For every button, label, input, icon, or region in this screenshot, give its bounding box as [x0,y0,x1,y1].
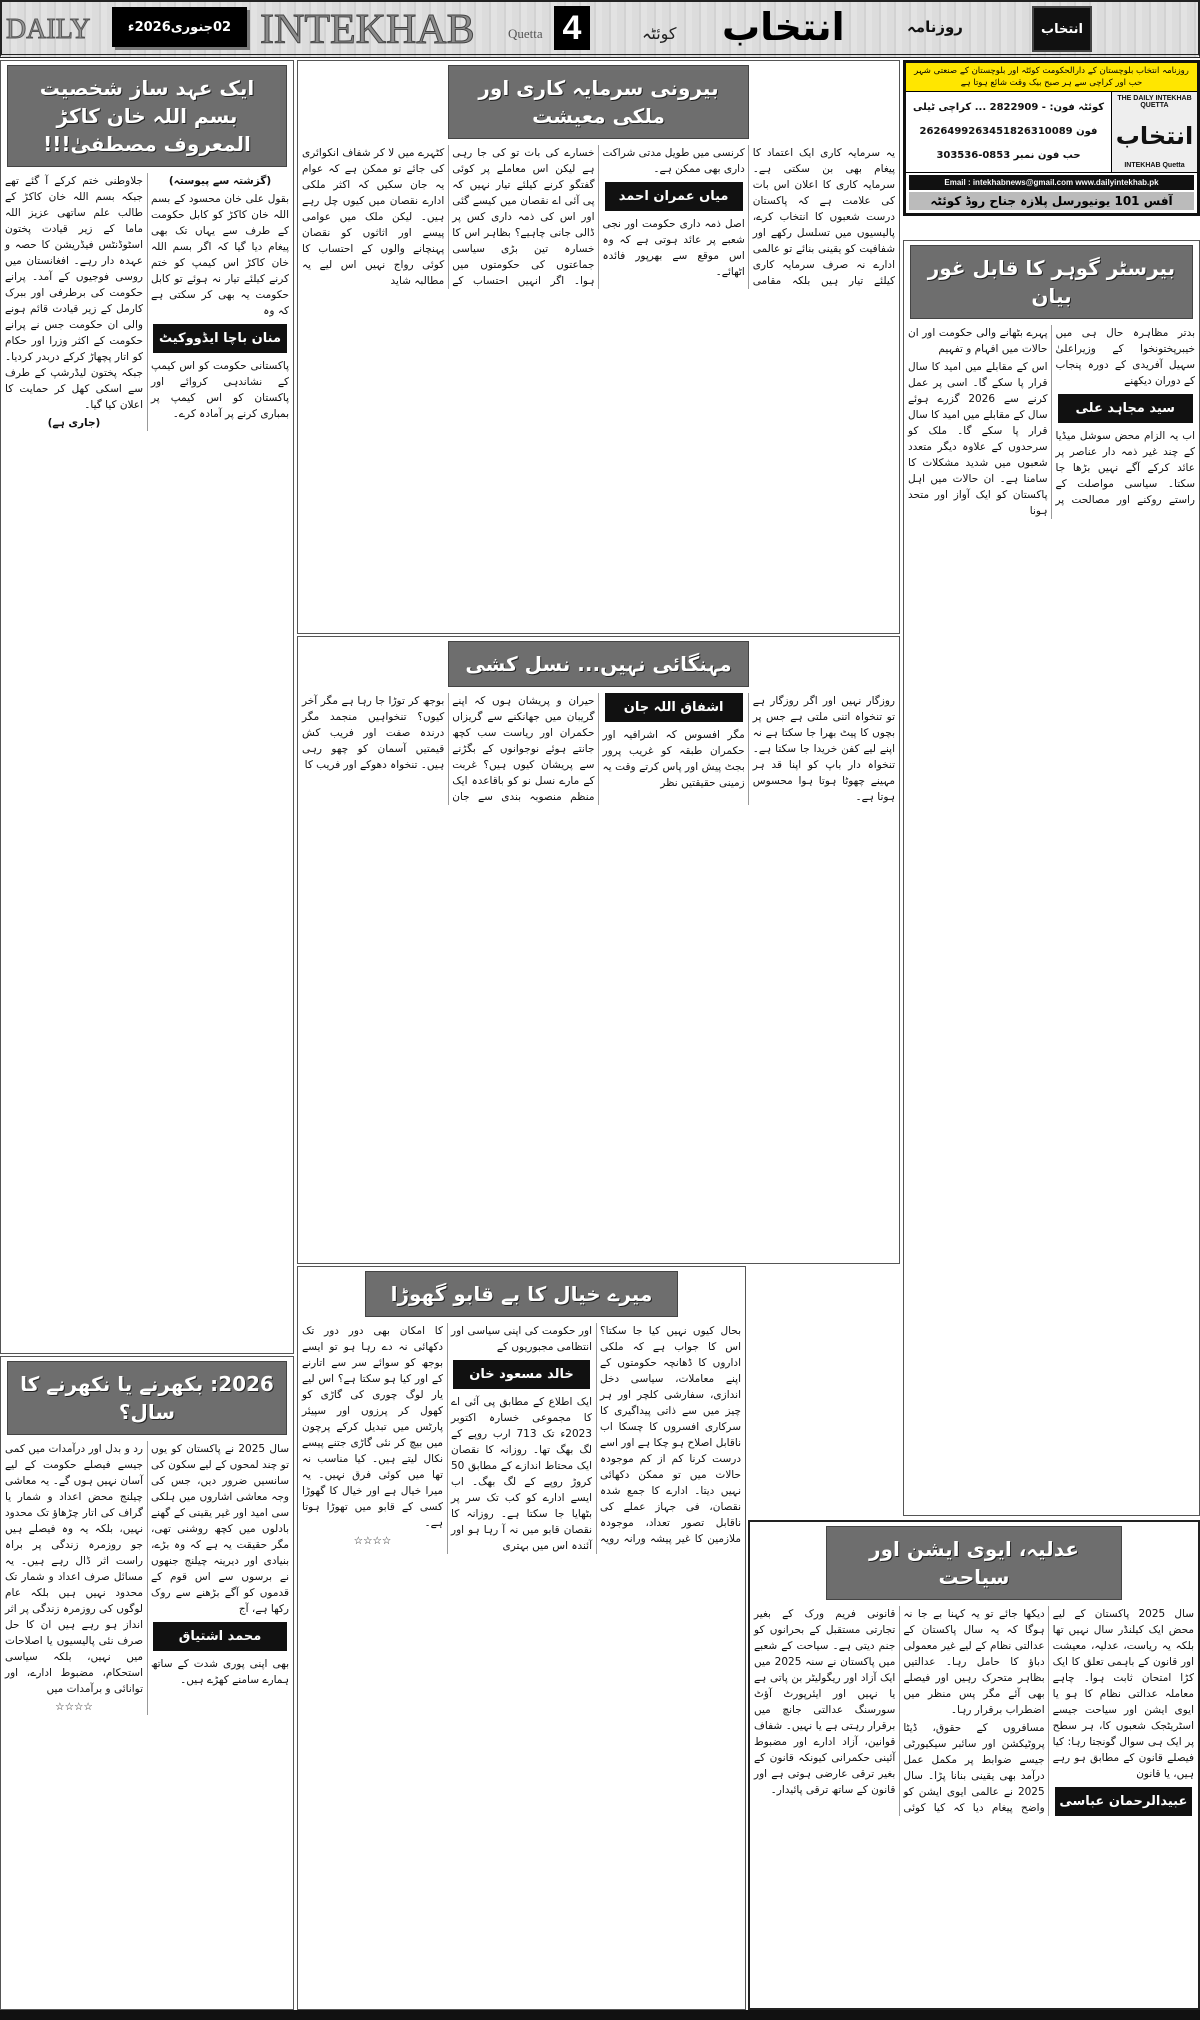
logo-caption: THE DAILY INTEKHAB QUETTA [1117,95,1192,109]
paragraph: بحال کیوں نہیں کیا جا سکتا؟ اس کا جواب ہے کہ ملکی اداروں کا ڈھانچہ حکومتوں کے اپنے معاملات، سیاسی دخل اندازی، سفارشی کلچر اور ہر چیز میں سے ذاتی پیداگیری کا سرکاری افسروں کا چسکا اب ناقابل اصلاح ہو چکا ہے اور اسے درست کرنا کم از کم موجودہ حالات میں تو ممکن دکھائی نہیں دیتا۔ ادارے کا جمع شدہ نقصان، فی جہاز عملے کی ناقابل تصور تعداد، موجودہ ملازمین کا غیر پیشہ ورانہ رویہ اور حکومت کی اپنی سیاسی اور انتظامی مجبوریوں کے [451,1325,741,1545]
headline-text: 2026: بکھرنے یا نکھرنے کا سال؟ [20,1372,274,1424]
phone-numbers: فون 2626499263451826310089 [919,126,1098,137]
paragraph: حیران و پریشان ہوں کہ اپنے گریبان میں جھانکنے سے گریزاں حکمران اور ریاست سب کچھ جانتے ہوئے نوجوانوں کے بگڑنے سے پریشان کیوں ہیں؟ غربت کے مارے نسل نو کو باقاعدہ ایک منظم منصوبہ بندی سے جان بوجھ کر توڑا جا رہا ہے مگر آخر کیوں؟ تنخواہیں منجمد مگر درندہ صفت اور فریب کش قیمتیں آسمان کو چھو رہی ہیں۔ تنخواہ دھوکے اور فریب کا [302,695,595,803]
logo-urdu: انتخاب [1115,121,1194,150]
end-note: (جاری ہے) [47,417,101,429]
paragraph: بدتر مظاہرہ حال ہی میں خیبرپختونخوا کے وزیراعلیٰ سہیل آفریدی کے دورہ پنجاب کے دوران دیکھنے [1055,327,1195,387]
logo-english: INTEKHAB Quetta [1124,162,1185,169]
byline: عبیدالرحمان عباسی [1055,1787,1192,1816]
headline-text: بسم اللہ خان کاکڑ المعروف مصطفیٰ!!! [43,104,251,156]
headline-text: مہنگائی نہیں... نسل کشی [465,652,732,676]
page-number: 4 [554,6,590,50]
paragraph: دیکھا جائے تو یہ کہنا بے جا نہ ہوگا کہ یہ سال پاکستان کے عدالتی نظام کے لیے غیر معمولی دباؤ کا حامل رہا۔ عدالتیں بظاہر متحرک رہیں اور فیصلے بھی آئے مگر پس منظر میں اضطراب برقرار رہا۔ [903,1608,1045,1716]
headline [7,1361,287,1435]
headline [910,245,1193,319]
end-note: ☆☆☆☆ [353,1535,392,1547]
article-body [1,171,293,433]
byline: محمد اشتیاق [153,1622,287,1651]
tagline: روزنامہ انتخاب بلوچستان کے دارالحکومت کوئٹہ اور بلوچستان کے صنعتی شہر حب اور کراچی سے ہر صبح بیک وقت شائع ہوتا ہے [906,63,1197,92]
end-note: ☆☆☆☆ [55,1701,93,1713]
roznama-label: روزنامہ [907,18,963,36]
byline: خالد مسعود خان [453,1360,590,1389]
masthead-banner [0,0,1200,58]
publisher-logo [1111,92,1197,172]
paragraph: ایک اطلاع کے مطابق پی آئی اے کا مجموعی خسارہ اکتوبر 2023ء تک 713 ارب روپے کے لگ بھگ تھا۔ روزانہ کا نقصان ایک محتاط اندازے کے مطابق 50 کروڑ روپے کے لگ بھگ۔ اب ایسے ادارے کو کب تک سر پر بٹھایا جا سکتا ہے۔ روزانہ کا نقصان قابو میں نہ آ رہا ہو اور آئندہ اس میں بہتری [451,1396,592,1552]
paragraph: سال 2025 پاکستان کے لیے محض ایک کیلنڈر سال نہیں تھا بلکہ یہ ریاست، عدلیہ، معیشت اور قانون کے باہمی تعلق کا ایک کڑا امتحان ثابت ہوا۔ چاہے معاملہ عدالتی نظام کا ہو یا ایوی ایشن اور سیاحت جیسے اسٹریٹجک شعبوں کا، ہر سطح پر ایک ہی سوال گونجتا رہا: کیا فیصلے قانون کے مطابق ہو رہے ہیں، یا قانون [1052,1608,1194,1780]
headline-text: بیرونی سرمایہ کاری اور ملکی معیشت [478,76,719,128]
paragraph: اس کے مقابلے میں امید کا سال قرار پا سکے گا۔ اسی پر عمل کرنے سے 2026 گزرے ہوئے سال کے مقابلے میں امید کا سال قرار پا سکے گا۔ ملک کو سرحدوں کے علاوہ دیگر متعدد شعبوں میں شدید مشکلات کا سامنا ہے۔ ان حالات میں اہل پاکستان کو ایک آواز اور متحد ہونا [908,361,1048,517]
paragraph: بقول علی خان محسود کے بسم اللہ خان کاکڑ کو کابل حکومت کے طرف سے یہاں تک بھی پیغام دیا گیا کہ اگر بسم اللہ خان کاکڑ اس کیمپ کو ختم کرنے کیلئے تیار نہ ہوئے تو کابل حکومت یہ بھی کر سکتی ہے کہ وہ [151,193,289,317]
headline [448,641,749,687]
paragraph: بھی اپنی پوری شدت کے ساتھ ہمارے سامنے کھڑے ہیں۔ [151,1658,289,1686]
article-foreign-investment [297,60,900,634]
paragraph: اب یہ الزام محض سوشل میڈیا کے چند غیر ذمہ دار عناصر پر عائد کرکے آگے نہیں بڑھا جا سکتا۔ سیاسی مواصلت کے راستے روکنے اور مصالحت پر پہرے بٹھانے والی حکومت اور ان حالات میں افہام و تفہیم [908,327,1195,506]
paragraph: اصل ذمہ داری حکومت اور نجی شعبے پر عائد ہوتی ہے کہ وہ اس موقع سے بھرپور فائدہ اٹھائے۔ [602,218,745,278]
headline-text: ایک عہد ساز شخصیت [39,76,255,100]
headline [365,1271,678,1317]
article-body [298,143,899,291]
email-website: Email : intekhabnews@gmail.com www.dailyintekhab.pk [909,175,1194,190]
paragraph: جلاوطنی ختم کرکے آ گئے تھے جبکہ بسم اللہ خان کاکڑ کے طالب علم ساتھی عزیز اللہ ماما کے زیر قیادت پختون اسٹوڈنٹس فیڈریشن کا حصہ و عہدہ دار رہے۔ افغانستان میں روسی فوجیوں کے آمد۔ پرانے حکومت کی برطرفی اور ببرک کارمل کے زیر قیادت قائم ہونے والی ان حکومت جس نے پرانے حکومت کے اکثر وزرا اور حکام کو اتار پچھاڑ کرکے دربدر کردیا۔ جبکہ پختون لیڈرشپ کے طرف سے اسکی کھل کر حمایت کا اعلان کیا گیا۔ [5,175,143,411]
intekhab-wordmark: INTEKHAB [260,7,475,53]
paragraph: رد و بدل اور درآمدات میں کمی جیسے فیصلے حکومت کے لیے آسان نہیں ہوں گے۔ یہ معاشی چیلنج محض اعداد و شمار یا گراف کی اتار چڑھاؤ تک محدود نہیں، بلکہ یہ وہ فیصلے ہیں جو روزمرہ زندگی پر براہ راست اثر ڈال رہے ہیں۔ یہ مسائل صرف اعداد و شمار تک محدود نہیں ہیں بلکہ عام لوگوں کی روزمرہ زندگی پر اثر انداز ہو رہے ہیں ان کا حل صرف نئی پالیسیوں یا اصلاحات میں نہیں، بلکہ سیاسی استحکام، مضبوط ادارے، اور توانائی و برآمدات میں [5,1443,143,1695]
article-body [298,1321,745,1556]
byline: منان باچا ایڈووکیٹ [153,324,287,353]
urdu-title: انتخاب [722,5,845,49]
article-runaway-horse [297,1266,746,2010]
article-2026 [0,1356,294,2010]
headline [448,65,749,139]
headline-text: بیرسٹر گوہر کا قابل غور بیان [927,256,1176,308]
article-bismillah-khan [0,60,294,1354]
footer-bar [0,2010,1200,2020]
phone-quetta: کوئٹہ فون: - 2822909 ... کراچی ٹیلی [912,102,1105,113]
headline [7,65,287,167]
headline [826,1526,1122,1600]
publisher-info-box [903,60,1200,216]
contact-phones [906,92,1111,172]
article-judiciary-aviation [748,1520,1200,2010]
paragraph: پاکستانی حکومت کو اس کیمپ کے نشاندہی کروائے اور پاکستان کو اس کیمپ پر بمباری کرنے پر آمادہ کرے۔ [151,360,289,420]
newspaper-logo: انتخاب [1032,6,1092,52]
paragraph: خسارے کی بات تو کی جا رہی ہے لیکن اس معاملے پر کوئی گفتگو کرنے کیلئے تیار نہیں کہ پی آئی اے نقصان میں کیسے گئی اور اس کی ذمہ داری کس پر ڈالی جانی چاہیے؟ بظاہر اس کا خسارہ تین بڑی سیاسی جماعتوں کی حکومتوں میں ہوا۔ اگر انہیں احتساب کے کٹہرے میں لا کر شفاف انکوائری کی جائے تو ممکن ہے کہ عوام یہ جان سکیں کہ اکثر ملکی ادارے نقصان میں کیوں چل رہے ہیں۔ لیکن ملک میں عوامی پیسے اور اثاثوں کو نقصان پہنچانے والوں کے احتساب کا کوئی رواج نہیں اس لیے یہ مطالبہ شاید [302,147,595,287]
byline: اشفاق اللہ جان [605,693,743,722]
phone-hub: حب فون نمبر 0853-303536 [936,150,1081,161]
article-inflation [297,636,900,1264]
city-label: Quetta [508,26,543,41]
daily-wordmark: DAILY [6,14,91,45]
issue-date: 02جنوری2026ء [112,7,247,47]
article-barrister-gohar [903,240,1200,1516]
paragraph: سال 2025 نے پاکستان کو یوں تو چند لمحوں کے لیے سکون کی سانسیں ضرور دیں، جس کی وجہ معاشی اشاروں میں ہلکی سی امید اور غیر یقینی کے گھنے بادلوں میں کچھ روشنی تھی، مگر حقیقت یہ ہے کہ وہ بڑے، بنیادی اور دیرینہ چیلنج جنھوں نے برسوں سے اس قوم کے قدموں کو آگے بڑھنے سے روک رکھا ہے، آج [151,1443,289,1615]
office-address: آفس 101 یونیورسل پلازہ جناح روڈ کوئٹہ [909,192,1194,210]
paragraph: یہ سرمایہ کاری ایک اعتماد کا پیغام بھی بن سکتی ہے۔ سرمایہ کاری کا اعلان اس بات کی علامت ہے کہ پاکستان درست شعبوں کا انتخاب کرے، پالیسیوں میں تسلسل رکھے اور شفافیت کو یقینی بنائے تو عالمی ادارے نہ صرف سرمایہ کاری کیلئے تیار ہیں بلکہ مقامی کرنسی میں طویل مدتی شراکت داری بھی ممکن ہے۔ [602,147,895,287]
headline-text: عدلیہ، ایوی ایشن اور سیاحت [869,1537,1079,1589]
article-body [298,691,899,807]
paragraph: مسافروں کے حقوق، ڈیٹا پروٹیکشن اور سائبر سیکیورٹی جیسے ضوابط پر مکمل عمل درآمد بھی یقینی بنانا پڑا۔ سال 2025 نے عالمی ایوی ایشن کو واضح پیغام دیا کہ کیا کوئی قانونی فریم ورک کے بغیر تجارتی مستقبل کے بحرانوں کو جنم دیتی ہے۔ سیاحت کے شعبے میں پاکستان نے سنہ 2025 میں ایک آزاد اور ریگولیٹر بن پاتی ہے یا نہیں اور ایئرپورٹ آؤٹ سورسنگ عدالتی جانچ میں برقرار رہتی ہے یا نہیں۔ شفاف قوانین، آزاد ادارے اور مضبوط آئینی حکمرانی کیونکہ قانون کے بغیر ترقی عارضی ہوتی ہے اور قانون کے ساتھ ترقی پائیدار۔ [754,1608,1045,1814]
urdu-city: کوئٹہ [642,24,677,43]
continued-note: (گزشتہ سے پیوستہ) [168,175,272,187]
article-body [1,1439,293,1717]
byline: میاں عمران احمد [605,182,743,211]
article-body [750,1604,1198,1818]
article-body [904,323,1199,521]
paragraph: روزگار نہیں اور اگر روزگار ہے تو تنخواہ اتنی ملتی ہے جس پر بچوں کا پیٹ بھرا جا سکتا ہے نہ اپنے لیے کفن خریدا جا سکتا ہے۔ تنخواہ دار باپ کو اپنا قد ہر مہینے چھوٹا ہوتا ہوا محسوس ہوتا ہے۔ [752,695,895,803]
byline: سید مجاہد علی [1058,394,1194,423]
headline-text: میرے خیال کا بے قابو گھوڑا [390,1282,653,1306]
paragraph: کا امکان بھی دور دور تک دکھائی نہ دے رہا ہو تو ایسے بوجھ کو سوائے سر سے اتارنے کے اور کیا ہو سکتا ہے؟ اس لیے یار لوگ چوری کی گاڑی کو کھول کر پرزوں اور سپیئر پارٹس میں تبدیل کرکے پرچون میں بیچ کر نئی گاڑی جتنے پیسے نکال لیتے ہیں۔ کیا مناسب نہ تھا میں کوئی فرق نہیں۔ یہ میرا خیال ہے اور خیال کا گھوڑا کسی کے قابو میں تھوڑا ہوتا ہے۔ [302,1325,443,1529]
paragraph: مگر افسوس کہ اشرافیہ اور حکمران طبقہ کو غریب پرور بجٹ پیش اور پاس کرتے وقت یہ زمینی حقیقتیں نظر [602,729,745,789]
